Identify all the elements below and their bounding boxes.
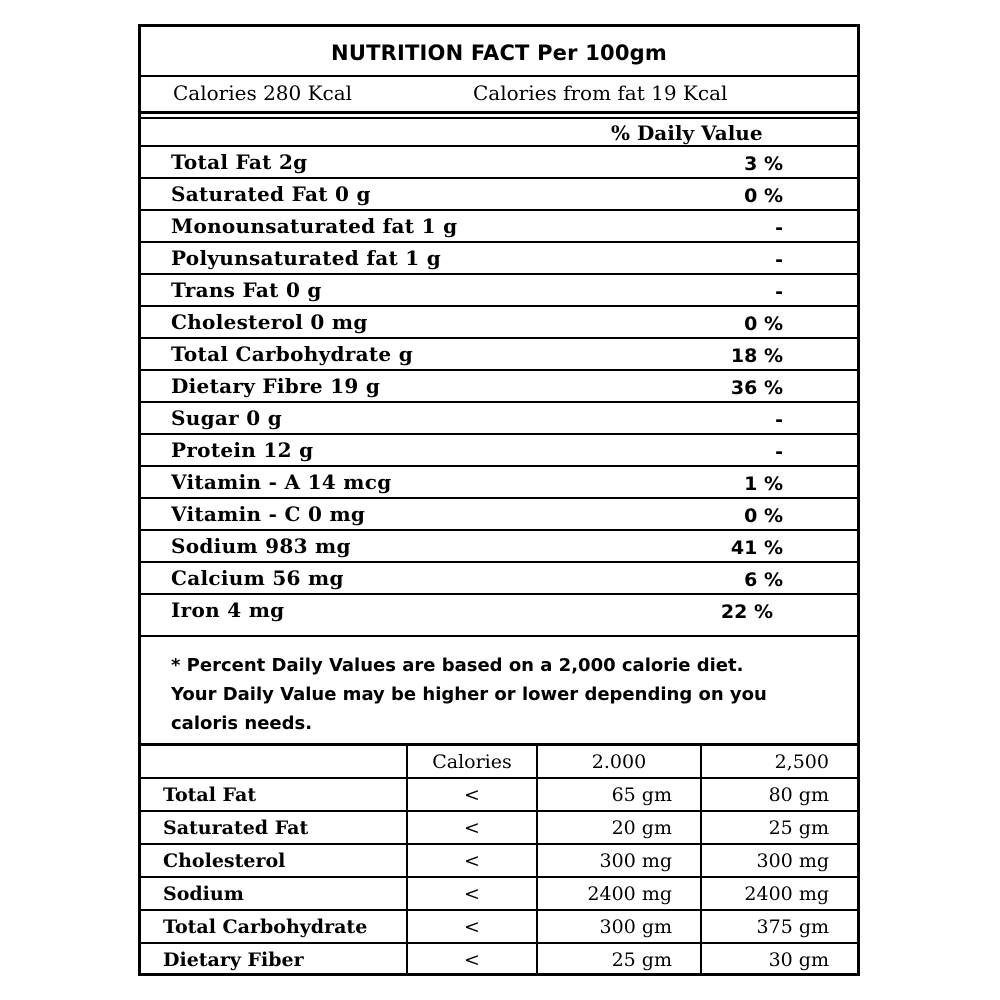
nutrient-name: Monounsaturated fat 1 g — [171, 214, 458, 238]
nutrient-name: Protein 12 g — [171, 438, 314, 462]
nutrient-daily-value: 0 % — [744, 313, 783, 335]
reference-value-2500: 25 gm — [701, 811, 857, 844]
reference-value-2500: 80 gm — [701, 778, 857, 811]
nutrient-row — [141, 305, 857, 337]
nutrient-row — [141, 177, 857, 209]
nutrient-daily-value: - — [775, 409, 783, 431]
nutrient-daily-value: 0 % — [744, 505, 783, 527]
nutrient-name: Sugar 0 g — [171, 406, 282, 430]
nutrient-daily-value: 6 % — [744, 569, 783, 591]
nutrient-name: Sodium 983 mg — [171, 534, 351, 558]
nutrient-daily-value: 0 % — [744, 185, 783, 207]
nutrient-row — [141, 529, 857, 561]
nutrient-name: Total Carbohydrate g — [171, 342, 413, 366]
nutrient-name: Saturated Fat 0 g — [171, 182, 371, 206]
title-divider — [141, 75, 857, 77]
nutrient-row — [141, 561, 857, 593]
reference-row — [141, 811, 857, 844]
reference-header-row — [141, 745, 857, 779]
nutrient-row — [141, 593, 857, 625]
nutrient-daily-value: 1 % — [744, 473, 783, 495]
reference-comparator: < — [407, 811, 537, 844]
nutrient-name: Trans Fat 0 g — [171, 278, 322, 302]
nutrient-row — [141, 401, 857, 433]
reference-row — [141, 778, 857, 811]
nutrient-row — [141, 241, 857, 273]
reference-row — [141, 877, 857, 910]
nutrient-name: Iron 4 mg — [171, 598, 285, 622]
reference-comparator: < — [407, 877, 537, 910]
reference-value-2000: 25 gm — [537, 943, 701, 975]
reference-row — [141, 943, 857, 975]
nutrient-name: Dietary Fibre 19 g — [171, 374, 381, 398]
nutrient-daily-value: - — [775, 281, 783, 303]
reference-value-2000: 20 gm — [537, 811, 701, 844]
nutrient-daily-value: 3 % — [744, 153, 783, 175]
nutrient-daily-value: 18 % — [730, 345, 783, 367]
reference-value-2000: 2400 mg — [537, 877, 701, 910]
nutrient-name: Total Fat 2g — [171, 150, 308, 174]
nutrient-name: Vitamin - C 0 mg — [171, 502, 366, 526]
reference-row — [141, 910, 857, 943]
reference-header-cell: Calories — [407, 745, 537, 779]
reference-nutrient: Sodium — [141, 877, 407, 910]
footnote — [171, 651, 851, 738]
calories-divider-secondary — [141, 117, 857, 119]
footnote-line: Your Daily Value may be higher or lower depending on you — [171, 684, 767, 705]
reference-header-cell: 2.000 — [537, 745, 701, 779]
reference-comparator: < — [407, 943, 537, 975]
footnote-divider — [141, 635, 857, 637]
nutrient-name: Calcium 56 mg — [171, 566, 344, 590]
reference-value-2500: 300 mg — [701, 844, 857, 877]
label-title: NUTRITION FACT Per 100gm — [331, 41, 667, 65]
reference-nutrient: Cholesterol — [141, 844, 407, 877]
footnote-line: * Percent Daily Values are based on a 2,000 calorie diet. — [171, 655, 744, 676]
reference-value-2500: 2400 mg — [701, 877, 857, 910]
nutrient-name: Polyunsaturated fat 1 g — [171, 246, 442, 270]
reference-nutrient: Dietary Fiber — [141, 943, 407, 975]
calories-text: Calories 280 Kcal — [173, 81, 353, 105]
nutrient-daily-value: 22 % — [720, 601, 773, 623]
nutrition-label — [138, 24, 860, 976]
calories-divider — [141, 111, 857, 114]
nutrient-row — [141, 145, 857, 177]
nutrient-daily-value: 36 % — [730, 377, 783, 399]
nutrient-row — [141, 337, 857, 369]
reference-nutrient: Total Carbohydrate — [141, 910, 407, 943]
nutrient-row — [141, 497, 857, 529]
footnote-line: caloris needs. — [171, 713, 313, 734]
reference-header-cell: 2,500 — [701, 745, 857, 779]
nutrient-daily-value: - — [775, 249, 783, 271]
nutrient-daily-value: - — [775, 441, 783, 463]
nutrient-daily-value: - — [775, 217, 783, 239]
nutrient-name: Cholesterol 0 mg — [171, 310, 368, 334]
nutrient-row — [141, 433, 857, 465]
daily-reference-table — [141, 743, 857, 975]
reference-comparator: < — [407, 778, 537, 811]
nutrient-row — [141, 273, 857, 305]
reference-nutrient: Total Fat — [141, 778, 407, 811]
reference-value-2000: 65 gm — [537, 778, 701, 811]
daily-value-header: % Daily Value — [611, 121, 763, 145]
reference-value-2500: 30 gm — [701, 943, 857, 975]
reference-nutrient: Saturated Fat — [141, 811, 407, 844]
reference-header-cell — [141, 745, 407, 779]
reference-value-2000: 300 gm — [537, 910, 701, 943]
reference-comparator: < — [407, 844, 537, 877]
nutrient-row — [141, 369, 857, 401]
nutrient-row — [141, 209, 857, 241]
calories-from-fat-text: Calories from fat 19 Kcal — [473, 81, 728, 105]
reference-row — [141, 844, 857, 877]
reference-comparator: < — [407, 910, 537, 943]
nutrient-row — [141, 465, 857, 497]
nutrient-daily-value: 41 % — [730, 537, 783, 559]
nutrient-name: Vitamin - A 14 mcg — [171, 470, 392, 494]
reference-value-2500: 375 gm — [701, 910, 857, 943]
reference-value-2000: 300 mg — [537, 844, 701, 877]
